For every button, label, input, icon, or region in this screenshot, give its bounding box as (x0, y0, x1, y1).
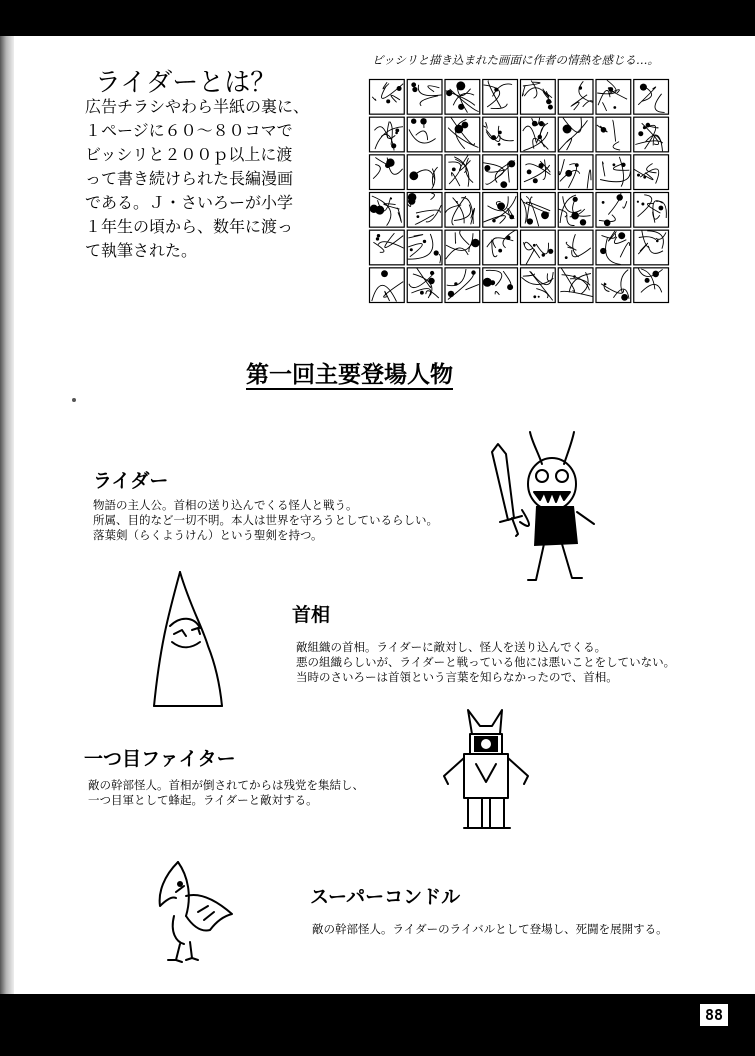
page-number: 88 (700, 1004, 728, 1026)
comic-panel-thumb (407, 117, 442, 152)
sketch-caption: ビッシリと描き込まれた画面に作者の情熱を感じる…。 (372, 53, 660, 67)
character-desc-one-eye-fighter (88, 778, 364, 808)
comic-panel-thumb (634, 80, 669, 115)
comic-panel-thumb (558, 193, 593, 228)
book-spine-shadow (0, 36, 14, 994)
comic-panel-thumb (521, 230, 556, 265)
comic-panel-thumb (407, 193, 442, 228)
comic-panel-thumb (483, 80, 518, 115)
desc-line: 敵組織の首相。ライダーに敵対し、怪人を送り込んでくる。 (296, 640, 607, 654)
comic-panel-thumb (596, 230, 631, 265)
super-condor-drawing (150, 856, 246, 968)
comic-panel-thumb (370, 268, 405, 303)
comic-panel-thumb (596, 117, 631, 152)
comic-panel-thumb (370, 230, 405, 265)
desc-line: 物語の主人公。首相の送り込んでくる怪人と戦う。 (93, 498, 358, 512)
comic-panel-thumb (445, 193, 480, 228)
comic-panel-thumb (558, 268, 593, 303)
intro-text (85, 95, 325, 263)
desc-line: 一つ目軍として蜂起。ライダーと敵対する。 (88, 793, 318, 807)
desc-line: 落葉剣（らくようけん）という聖剣を持つ。 (93, 528, 323, 542)
comic-panel-thumb (483, 193, 518, 228)
comic-panel-thumb (521, 268, 556, 303)
intro-line: て執筆された。 (85, 241, 198, 260)
character-name-prime-minister: 首相 (292, 604, 331, 626)
intro-line: １年生の頃から、数年に渡っ (85, 217, 294, 236)
comic-panel-thumb (483, 117, 518, 152)
comic-panel-thumb (558, 230, 593, 265)
comic-panel-thumb (596, 80, 631, 115)
comic-panel-thumb (558, 117, 593, 152)
desc-line: 敵の幹部怪人。ライダーのライバルとして登場し、死闘を展開する。 (312, 922, 668, 936)
comic-panel-thumb (634, 230, 669, 265)
comic-panel-thumb (445, 117, 480, 152)
comic-panel-thumb (521, 117, 556, 152)
comic-panel-thumb (445, 155, 480, 190)
comic-panel-thumb (634, 268, 669, 303)
desc-line: 当時のさいろーは首領という言葉を知らなかったので、首相。 (296, 670, 618, 684)
comic-panel-thumb (558, 80, 593, 115)
comic-panel-thumb (596, 193, 631, 228)
comic-thumbnail-sheet (368, 78, 670, 304)
character-name-super-condor: スーパーコンドル (310, 886, 461, 908)
comic-panel-thumb (370, 80, 405, 115)
comic-panel-thumb (407, 268, 442, 303)
comic-panel-thumb (407, 230, 442, 265)
comic-panel-thumb (634, 193, 669, 228)
character-desc-prime-minister (296, 640, 675, 685)
intro-line: １ページに６０～８０コマで (85, 121, 293, 140)
character-name-rider: ライダー (93, 470, 169, 492)
comic-panel-thumb (558, 155, 593, 190)
comic-panel-thumb (521, 80, 556, 115)
section-title: 第一回主要登場人物 (246, 362, 453, 388)
desc-line: 敵の幹部怪人。首相が倒されてからは残党を集結し、 (88, 778, 364, 792)
comic-panel-thumb (521, 155, 556, 190)
comic-panel-thumb (483, 155, 518, 190)
desc-line: 所属、目的など一切不明。本人は世界を守ろうとしているらしい。 (93, 513, 438, 527)
rider-drawing (482, 422, 612, 592)
character-name-one-eye-fighter: 一つ目ファイター (84, 748, 236, 770)
intro-line: って書き続けられた長編漫画 (85, 169, 294, 188)
comic-panel-thumb (370, 155, 405, 190)
comic-panel-thumb (445, 80, 480, 115)
comic-panel-thumb (483, 230, 518, 265)
prime-minister-drawing (150, 566, 230, 716)
bottom-margin (0, 994, 755, 1056)
comic-panel-thumb (445, 268, 480, 303)
comic-panel-thumb (521, 193, 556, 228)
intro-title: ライダーとは？ (95, 68, 277, 98)
comic-panel-thumb (483, 268, 518, 303)
one-eye-fighter-drawing (430, 704, 540, 844)
comic-panel-thumb (634, 155, 669, 190)
intro-line: 広告チラシやわら半紙の裏に、 (85, 97, 310, 116)
desc-line: 悪の組織らしいが、ライダーと戦っている他には悪いことをしていない。 (296, 655, 676, 669)
comic-panel-thumb (370, 193, 405, 228)
comic-panel-thumb (370, 117, 405, 152)
comic-panel-thumb (596, 155, 631, 190)
comic-panel-thumb (407, 80, 442, 115)
comic-panel-thumb (407, 155, 442, 190)
character-desc-rider (93, 498, 438, 543)
paper-speck (72, 398, 76, 402)
comic-panel-thumb (445, 230, 480, 265)
comic-panel-thumb (634, 117, 669, 152)
character-desc-super-condor (312, 922, 668, 937)
comic-panel-thumb (596, 268, 631, 303)
intro-line: ビッシリと２００ｐ以上に渡 (85, 145, 293, 164)
intro-line: である。Ｊ・さいろーが小学 (85, 193, 294, 212)
